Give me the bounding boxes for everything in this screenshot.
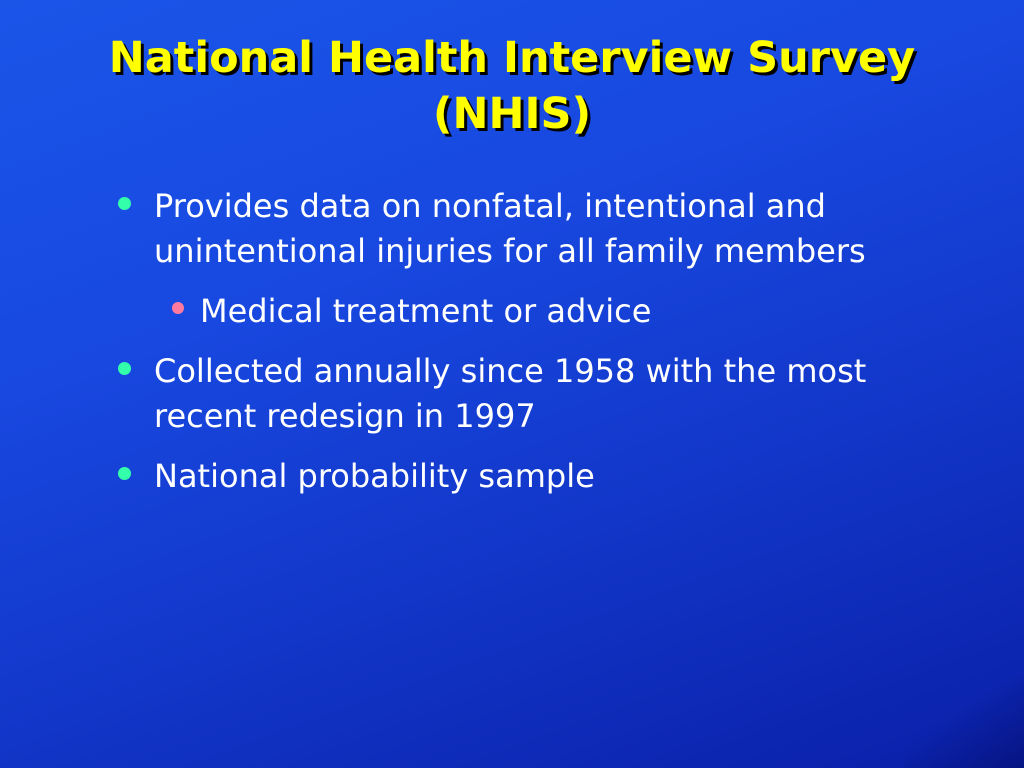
bullet-item-collected-annually xyxy=(108,349,908,439)
sub-bullet-text: Medical treatment or advice xyxy=(200,292,652,330)
bullet-list xyxy=(108,184,908,514)
bullet-dot-icon xyxy=(118,467,131,480)
slide-title-line-1: National Health Interview Survey xyxy=(108,33,916,83)
bullet-dot-icon xyxy=(118,362,131,375)
bullet-dot-icon xyxy=(118,197,131,210)
sub-bullet-dot-icon xyxy=(172,302,184,314)
slide-title xyxy=(40,30,984,142)
sub-bullet-item-medical-treatment xyxy=(108,289,908,334)
bullet-text: National probability sample xyxy=(154,457,595,495)
slide-title-line-2: (NHIS) xyxy=(432,89,592,139)
bullet-text: Provides data on nonfatal, intentional and unintentional injuries for all family members xyxy=(154,187,866,270)
bullet-text: Collected annually since 1958 with the most recent redesign in 1997 xyxy=(154,352,867,435)
bullet-item-provides-data xyxy=(108,184,908,274)
background-corner-shade xyxy=(904,678,1024,768)
bullet-item-probability-sample xyxy=(108,454,908,499)
